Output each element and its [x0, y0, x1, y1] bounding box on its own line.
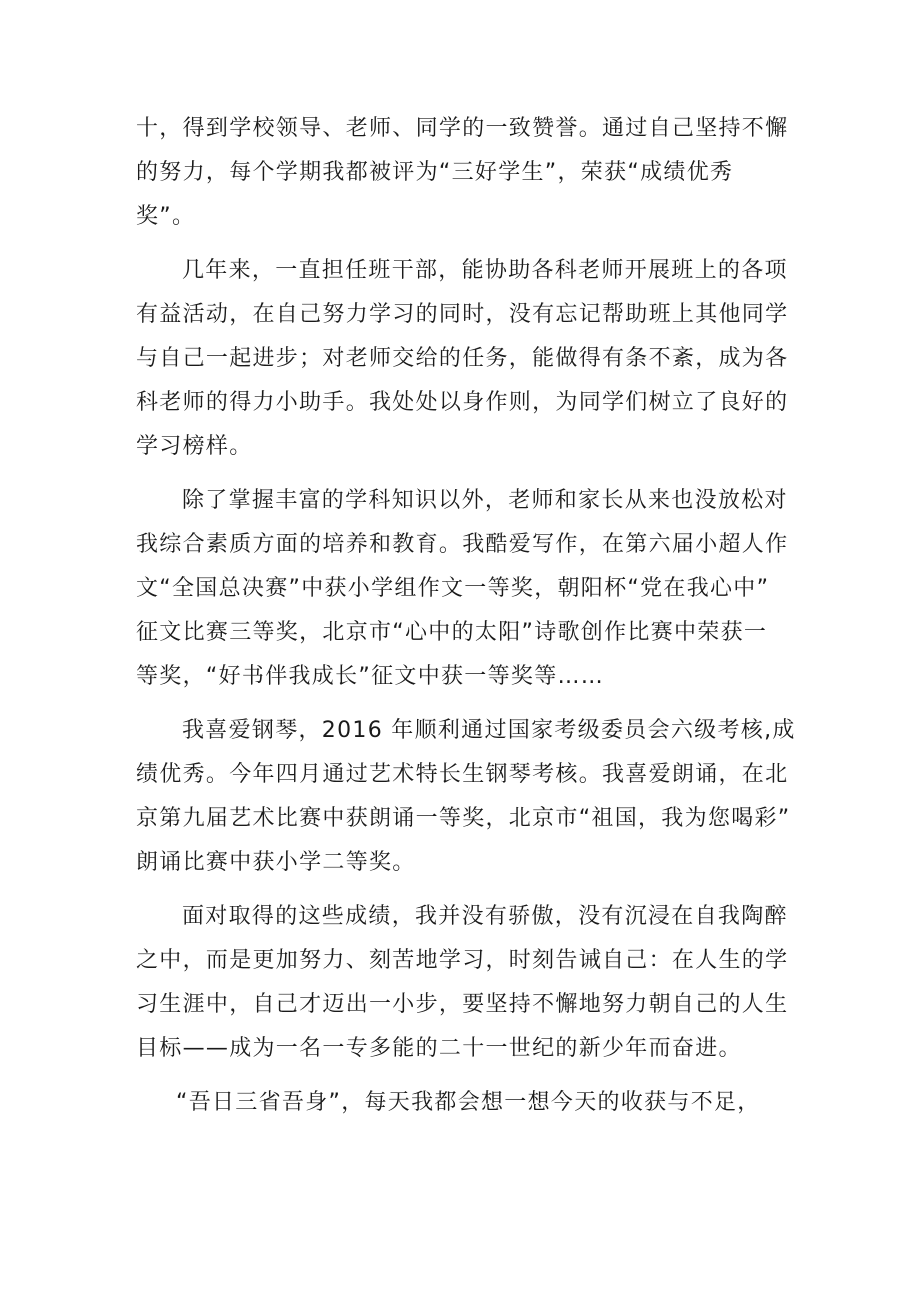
- paragraph-gap: [136, 239, 796, 249]
- text-line: 朗诵比赛中获小学二等奖。: [136, 850, 416, 875]
- text-line: 之中，而是更加努力、刻苦地学习，时刻告诫自己：在人生的学: [136, 948, 789, 973]
- paragraph-gap: [136, 885, 796, 895]
- paragraph-gap: [136, 699, 796, 709]
- text-line: 除了掌握丰富的学科知识以外，老师和家长从来也没放松对: [182, 488, 788, 513]
- text-line: 面对取得的这些成绩，我并没有骄傲，没有沉浸在自我陶醉: [182, 904, 788, 929]
- text-line: 学习榜样。: [136, 434, 253, 459]
- text-line: 的努力，每个学期我都被评为“三好学生”，荣获“成绩优秀: [136, 160, 734, 185]
- text-line: 习生涯中，自己才迈出一小步，要坚持不懈地努力朝自己的人生: [136, 992, 789, 1017]
- text-line: 科老师的得力小助手。我处处以身作则，为同学们树立了良好的: [136, 390, 789, 415]
- text-line: 十，得到学校领导、老师、同学的一致赞誉。通过自己坚持不懈: [136, 116, 789, 141]
- text-line: 我喜爱钢琴，2016 年顺利通过国家考级委员会六级考核,成: [182, 718, 796, 743]
- text-line: 文“全国总决赛”中获小学组作文一等奖，朝阳杯“党在我心中”: [136, 576, 770, 601]
- text-line: 与自己一起进步；对老师交给的任务，能做得有条不紊，成为各: [136, 346, 789, 371]
- paragraph-gap: [136, 1071, 796, 1081]
- text-line: “吾日三省吾身”，每天我都会想一想今天的收获与不足，: [176, 1090, 761, 1115]
- text-line: 等奖，“好书伴我成长”征文中获一等奖等……: [136, 664, 605, 689]
- text-line: 几年来，一直担任班干部，能协助各科老师开展班上的各项: [182, 258, 788, 283]
- text-line: 有益活动，在自己努力学习的同时，没有忘记帮助班上其他同学: [136, 302, 789, 327]
- text-line: 奖”。: [136, 204, 196, 229]
- document-body: [136, 107, 796, 1125]
- text-line: 目标——成为一名一专多能的二十一世纪的新少年而奋进。: [136, 1036, 742, 1061]
- text-line: 绩优秀。今年四月通过艺术特长生钢琴考核。我喜爱朗诵，在北: [136, 762, 789, 787]
- text-line: 我综合素质方面的培养和教育。我酷爱写作，在第六届小超人作: [136, 532, 789, 557]
- paragraph-gap: [136, 469, 796, 479]
- text-line: 征文比赛三等奖，北京市“心中的太阳”诗歌创作比赛中荣获一: [136, 620, 768, 645]
- text-line: 京第九届艺术比赛中获朗诵一等奖，北京市“祖国，我为您喝彩”: [136, 806, 791, 831]
